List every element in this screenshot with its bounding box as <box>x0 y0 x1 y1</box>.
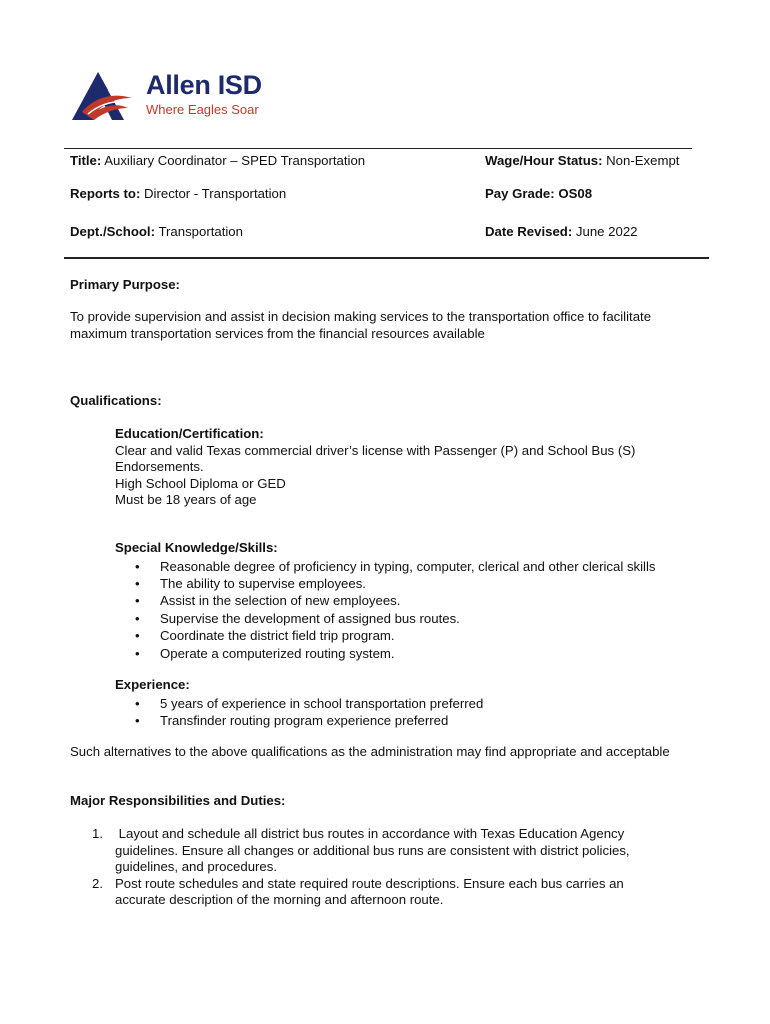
experience-section <box>115 677 483 729</box>
purpose-heading: Primary Purpose: <box>70 277 180 292</box>
date-revised-label: Date Revised: <box>485 224 573 239</box>
skill-item: • Coordinate the district field trip program. <box>115 627 656 644</box>
date-revised <box>485 224 638 241</box>
duty-line: guidelines. Ensure all changes or additional bus runs are consistent with district policies, <box>115 842 630 858</box>
duty-number: 1. <box>92 826 103 841</box>
skills-heading: Special Knowledge/Skills: <box>115 540 278 555</box>
education-line: Endorsements. <box>115 459 204 475</box>
reports-to-label: Reports to: <box>70 186 141 201</box>
logo-name: Allen ISD <box>146 70 262 100</box>
education-line: High School Diploma or GED <box>115 475 286 491</box>
experience-item: • 5 years of experience in school transportation preferred <box>115 695 483 712</box>
alternatives-text: Such alternatives to the above qualifications as the administration may find appropriate and acceptable <box>70 744 670 759</box>
reports-to-value: Director - Transportation <box>144 186 287 201</box>
skill-item: • Operate a computerized routing system. <box>115 645 656 662</box>
wage-status-value: Non-Exempt <box>606 153 680 168</box>
purpose-text <box>70 309 651 342</box>
dept-school-value: Transportation <box>158 224 243 239</box>
experience-list <box>115 695 483 730</box>
purpose-line: maximum transportation services from the financial resources available <box>70 325 485 341</box>
qualifications-heading: Qualifications: <box>70 393 162 408</box>
education-line: Clear and valid Texas commercial driver’s license with Passenger (P) and School Bus (S) <box>115 442 636 458</box>
experience-item: • Transfinder routing program experience preferred <box>115 712 483 729</box>
pay-grade-label: Pay Grade: <box>485 186 555 201</box>
dept-school-label: Dept./School: <box>70 224 155 239</box>
skill-item: • The ability to supervise employees. <box>115 575 656 592</box>
job-title <box>70 153 365 170</box>
duty-line: guidelines, and procedures. <box>115 859 278 875</box>
duties-heading: Major Responsibilities and Duties: <box>70 793 286 808</box>
skills-section <box>115 540 656 662</box>
job-title-value: Auxiliary Coordinator – SPED Transportation <box>104 153 366 168</box>
education-section <box>115 426 635 509</box>
pay-grade-value: OS08 <box>558 186 593 201</box>
skills-list <box>115 558 656 662</box>
dept-school <box>70 224 243 241</box>
duty-number: 2. <box>92 875 103 891</box>
header-rule-top <box>64 148 692 149</box>
reports-to <box>70 186 286 203</box>
experience-heading: Experience: <box>115 677 190 692</box>
skill-item: • Reasonable degree of proficiency in typing, computer, clerical and other clerical skills <box>115 558 656 575</box>
district-logo <box>68 66 268 126</box>
duty-line: Post route schedules and state required route descriptions. Ensure each bus carries an <box>115 875 624 891</box>
duty-line: accurate description of the morning and afternoon route. <box>115 892 444 908</box>
duty-item <box>70 826 710 876</box>
education-line: Must be 18 years of age <box>115 492 257 508</box>
date-revised-value: June 2022 <box>575 224 638 239</box>
header-rule-bottom <box>64 257 709 259</box>
eagle-logo-icon <box>68 68 138 124</box>
skill-item: • Assist in the selection of new employees. <box>115 592 656 609</box>
duty-line: Layout and schedule all district bus routes in accordance with Texas Education Agency <box>115 826 625 841</box>
wage-status-label: Wage/Hour Status: <box>485 153 603 168</box>
pay-grade <box>485 186 592 203</box>
wage-status <box>485 153 679 170</box>
job-title-label: Title: <box>70 153 102 168</box>
skill-item: • Supervise the development of assigned bus routes. <box>115 610 656 627</box>
duties-list <box>70 826 710 909</box>
education-heading: Education/Certification: <box>115 426 264 441</box>
purpose-line: To provide supervision and assist in decision making services to the transportation office to facilitate <box>70 309 652 324</box>
logo-tagline: Where Eagles Soar <box>146 102 259 117</box>
duty-item <box>70 876 710 909</box>
